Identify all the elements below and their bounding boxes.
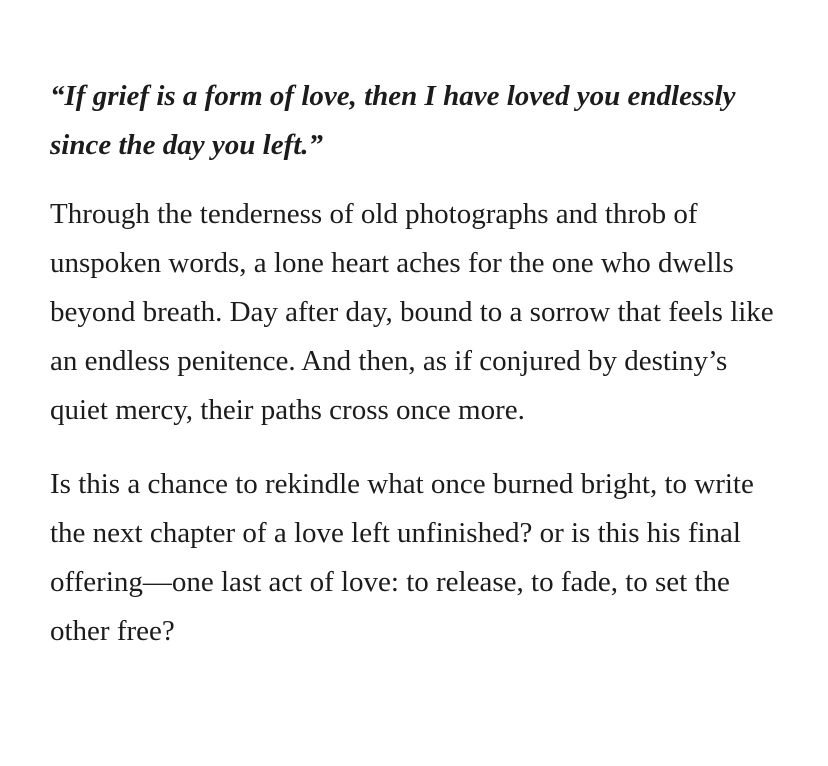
text-document	[50, 72, 780, 656]
paragraph-2: Is this a chance to rekindle what once burned bright, to write the next chapter of a love left unfinished? or is this his final offering—one last act of love: to release, to fade, to set the other free?	[50, 468, 754, 647]
paragraph-1: Through the tenderness of old photographs and throb of unspoken words, a lone heart aches for the one who dwells beyond breath. Day after day, bound to a sorrow that feels like an endless penitence. And then, as if conjured by destiny’s quiet mercy, their paths cross once more.	[50, 198, 774, 426]
pull-quote: “If grief is a form of love, then I have loved you endlessly since the day you left.”	[50, 80, 736, 161]
